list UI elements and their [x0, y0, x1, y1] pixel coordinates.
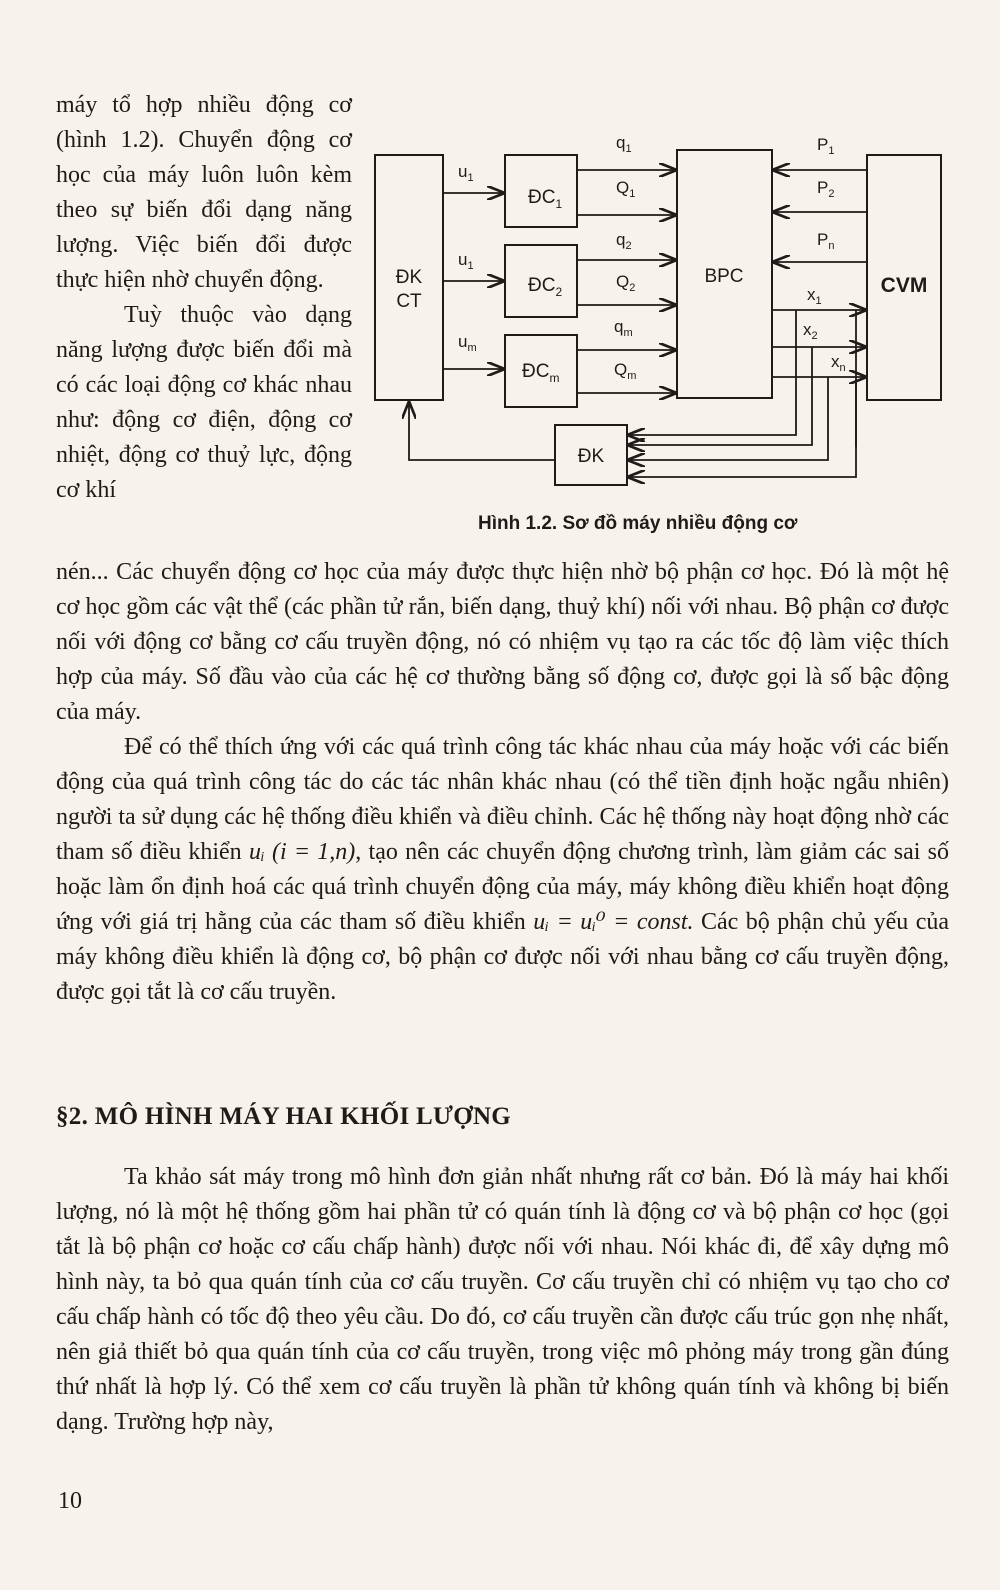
dk-label: ĐK: [577, 446, 605, 467]
xn-label: $x_n$: [831, 352, 846, 374]
Q2-label: $Q_2$: [616, 272, 636, 294]
body-text: [56, 555, 949, 1010]
control-parameter-formula: uᵢ (i = 1,n): [248, 839, 356, 865]
paragraph-2-part-a: Để có thể thích ứng với các quá trình công tác khác nhau của máy hoặc với các biến động của quá trình công tác do các tác nhân khác nhau (có thể tiền định hoặc ngẫu nhiên) người ta sử dụng các hệ thống điều khiển và điều chỉnh. Các hệ thống này hoạt động nhờ các tham số điều khiển: [56, 734, 949, 865]
Qm-label: $Q_m$: [614, 360, 637, 382]
u1-label: $u_1$: [458, 162, 474, 184]
intro-paragraph-2: Tuỳ thuộc vào dạng năng lượng được biến đổi mà có các loại động cơ khác nhau như: động cơ điện, động cơ nhiệt, động cơ thuỷ lực, động cơ khí: [56, 302, 352, 503]
page-number: 10: [58, 1488, 82, 1514]
section-body: [56, 1160, 949, 1440]
q2-label: $q_2$: [616, 230, 632, 252]
bpc-label: BPC: [704, 266, 744, 287]
intro-column: [56, 88, 352, 508]
paragraph-1: nén... Các chuyển động cơ học của máy được thực hiện nhờ bộ phận cơ học. Đó là một hệ cơ học gồm các vật thể (các phần tử rắn, biến dạng, thuỷ khí) nối với nhau. Bộ phận cơ được nối với động cơ bằng cơ cấu truyền động, nó có nhiệm vụ tạo ra các tốc độ làm việc thích hợp của máy. Số đầu vào của các hệ cơ thường bằng số động cơ, được gọi là số bậc động của máy.: [56, 559, 949, 725]
motor-m-label: $ĐC_m$: [522, 361, 560, 385]
dkct-label-1: ĐK: [395, 267, 423, 288]
q1-label: $q_1$: [616, 133, 632, 155]
u1b-label: $u_1$: [458, 250, 474, 272]
Pn-label: $P_n$: [817, 230, 835, 252]
paragraph-2-part-b: , tạo nên các chuyển động chương trình, làm giảm các sai số hoặc làm ổn định hoá các quá trình chuyển động của máy, máy không điều khiển hoạt động ứng với giá trị hằng của các tham số điều khiển: [56, 839, 949, 935]
cvm-label: CVM: [880, 274, 928, 297]
motor-2-label: $ĐC_2$: [528, 275, 563, 299]
paragraph-2: [56, 730, 949, 1010]
x2-label: $x_2$: [803, 320, 818, 342]
motor-1-label: $ĐC_1$: [528, 187, 563, 211]
intro-paragraph: máy tổ hợp nhiều động cơ (hình 1.2). Chuyển động cơ học của máy luôn luôn kèm theo sự biến đổi dạng năng lượng. Việc biến đổi được thực hiện nhờ chuyển động.: [56, 92, 352, 293]
P1-label: $P_1$: [817, 135, 835, 157]
dkct-label-2: CT: [396, 291, 422, 312]
um-label: $u_m$: [458, 332, 477, 354]
section-heading: §2. MÔ HÌNH MÁY HAI KHỐI LƯỢNG: [56, 1103, 512, 1130]
figure-caption: Hình 1.2. Sơ đồ máy nhiều động cơ: [478, 513, 798, 534]
x1-label: $x_1$: [807, 285, 822, 307]
qm-label: $q_m$: [614, 317, 633, 339]
multi-motor-diagram: [360, 115, 960, 555]
paragraph-2-part-c: Các bộ phận chủ yếu của máy không điều khiển là động cơ, bộ phận cơ được nối với nhau bằng cơ cấu truyền động, được gọi tắt là cơ cấu truyền.: [56, 909, 950, 1005]
Q1-label: $Q_1$: [616, 178, 636, 200]
P2-label: $P_2$: [817, 178, 835, 200]
section-paragraph-1: Ta khảo sát máy trong mô hình đơn giản nhất nhưng rất cơ bản. Đó là máy hai khối lượng, nó là một hệ thống gồm hai phần tử có quán tính là động cơ và bộ phận cơ học (gọi tắt là bộ phận cơ hoặc cơ cấu chấp hành) được nối với nhau. Nói khác đi, để xây dựng mô hình này, ta bỏ qua quán tính của cơ cấu truyền. Cơ cấu truyền chỉ có nhiệm vụ tạo cho cơ cấu chấp hành có tốc độ theo yêu cầu. Do đó, cơ cấu truyền cần được cấu trúc gọn nhẹ nhất, nên giả thiết bỏ qua quán tính của cơ cấu truyền, trong việc mô phỏng máy trong gần đúng thứ nhất là hợp lý. Có thể xem cơ cấu truyền là phần tử không quán tính và không bị biến dạng. Trường hợp này,: [56, 1164, 949, 1435]
constant-formula: uᵢ = uᵢ⁰ = const.: [533, 909, 694, 935]
